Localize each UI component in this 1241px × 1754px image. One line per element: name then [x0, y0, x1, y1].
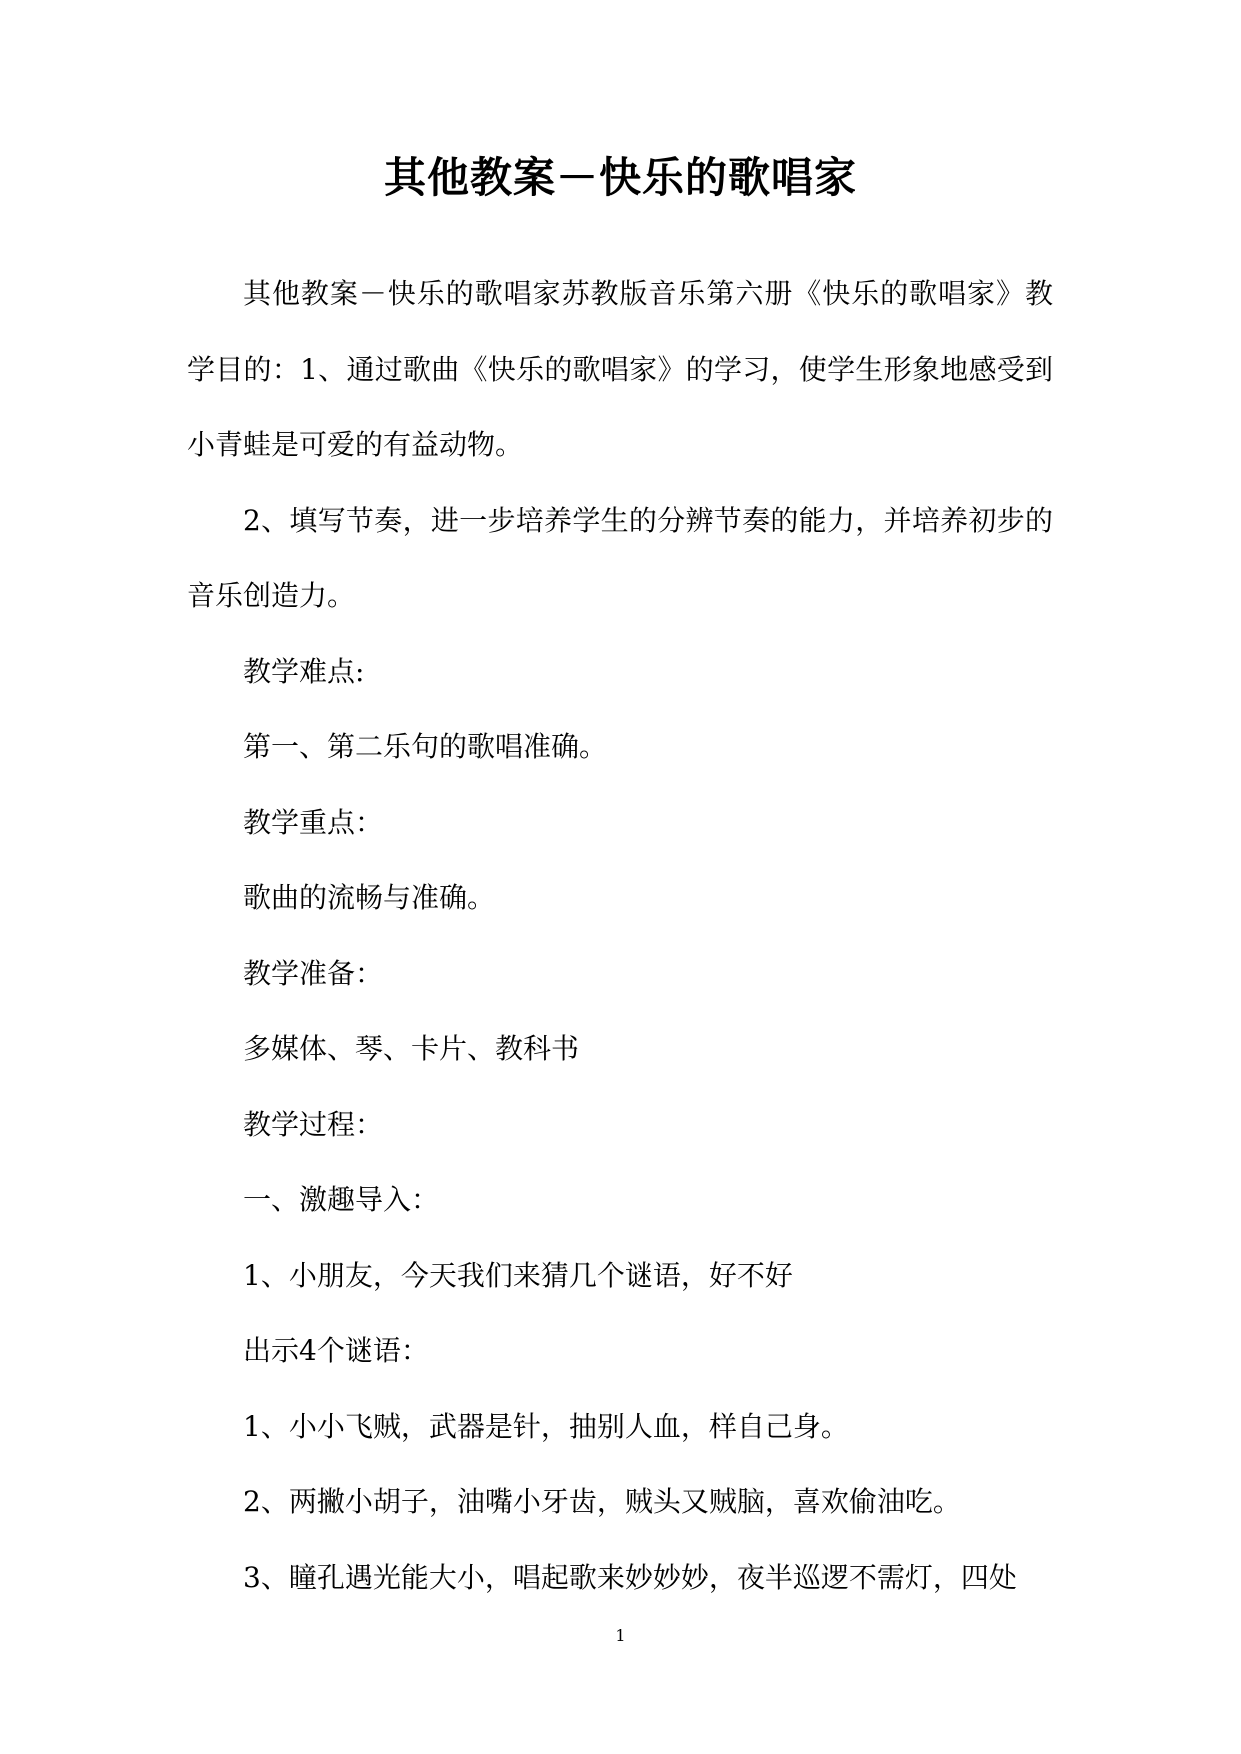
paragraph-teaching-objective-1: 其他教案－快乐的歌唱家苏教版音乐第六册《快乐的歌唱家》教学目的：1、通过歌曲《快乐的歌唱家》的学习，使学生形象地感受到小青蛙是可爱的有益动物。	[187, 277, 1053, 461]
document-title: 其他教案－快乐的歌唱家	[383, 153, 857, 202]
paragraph-riddle-1: 1、小小飞贼，武器是针，抽别人血，样自己身。	[243, 1409, 849, 1443]
paragraph-difficulty-heading: 教学难点:	[243, 654, 365, 688]
paragraph-preparation-content: 多媒体、琴、卡片、教科书	[243, 1032, 580, 1065]
paragraph-riddles-heading: 出示4个谜语：	[243, 1334, 429, 1367]
paragraph-riddle-3: 3、瞳孔遇光能大小，唱起歌来妙妙妙，夜半巡逻不需灯，四处	[243, 1560, 1017, 1594]
paragraph-teaching-objective-2: 2、填写节奏，进一步培养学生的分辨节奏的能力，并培养初步的音乐创造力。	[187, 503, 1053, 612]
paragraph-key-points-content: 歌曲的流畅与准确。	[243, 881, 496, 914]
page-number: 1	[615, 1626, 626, 1645]
paragraph-difficulty-content: 第一、第二乐句的歌唱准确。	[243, 730, 608, 763]
paragraph-preparation-heading: 教学准备：	[243, 956, 384, 990]
paragraph-introduction-heading: 一、激趣导入：	[243, 1183, 440, 1216]
paragraph-riddle-prompt: 1、小朋友，今天我们来猜几个谜语，好不好	[243, 1258, 793, 1292]
paragraph-process-heading: 教学过程：	[243, 1107, 384, 1141]
document-body	[187, 256, 1053, 1615]
paragraph-riddle-2: 2、两撇小胡子，油嘴小牙齿，贼头又贼脑，喜欢偷油吃。	[243, 1485, 961, 1518]
paragraph-key-points-heading: 教学重点：	[243, 805, 384, 839]
